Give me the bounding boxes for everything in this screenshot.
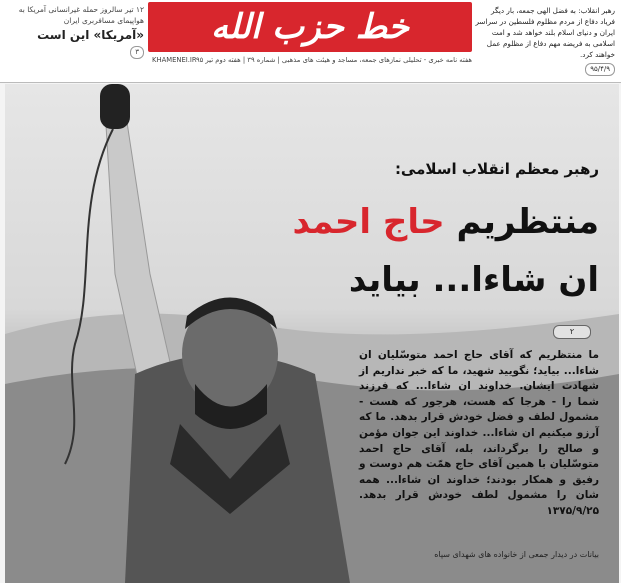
newspaper-logo: خط حزب الله [210, 7, 410, 47]
logo-box [148, 2, 472, 52]
article-page-ref: ۲ [553, 325, 591, 339]
right-news-text: رهبر انقلاب: به فضل الهی جمعه، بار دیگر فریاد دفاع از مردم مظلوم فلسطین در سراسر ایران و دنیای اسلام بلند خواهد شد و امت اسلامی به فریضه مهم دفاع از مظلوم عمل خواهند کرد. [475, 6, 615, 59]
left-headline: «آمریکا» این است [37, 28, 144, 42]
article-body: ما منتظریم که آقای حاج احمد متوسّلیان ان شاءا... بیاید؛ نگویید شهید، ما که خبر نداریم از شهادت ایشان. خداوند ان شاءا... که فرزند شما را - هرجا که هست، هرجور که هست - مشمول لطف و فضل خودش قرار بدهد. ما که آرزو میکنیم ان شاءا... خداوند این جوان مؤمن و صالح را برگرداند، بله، آقای حاج احمد متوسّلیان با همین آقای حاج همّت هم دوست و رفیق و همکار بودند؛ خداوند ان شاءا... همه شان را مشمول لطف خودش قرار بدهد. ۱۳۷۵/۹/۲۵ [359, 349, 599, 517]
masthead [0, 0, 621, 83]
left-kicker: ۱۲ تیر سالروز حمله غیرانسانی آمریکا به هواپیمای مسافربری ایران [18, 5, 144, 25]
right-news-page: ۹۵/۴/۹ [585, 63, 615, 76]
masthead-left-column [6, 4, 144, 59]
headline-part2: حاج احمد [292, 202, 445, 242]
masthead-right-column [475, 5, 615, 76]
article-source: بیانات در دیدار جمعی از خانواده های شهدای سپاه [434, 550, 599, 559]
article-kicker: رهبر معظم انقلاب اسلامی: [394, 160, 599, 178]
left-page-ref: ۳ [130, 46, 144, 59]
site-name: KHAMENEI.IR [152, 56, 197, 64]
masthead-tagline: هفته نامه خبری - تحلیلی نمازهای جمعه، مساجد و هیئت های مذهبی | شماره ۳۹ | هفته دوم تیر ۹۵ [195, 56, 472, 64]
article-headline-line2: ان شاءا... بیاید [348, 260, 599, 300]
article-headline-line1 [269, 200, 599, 244]
headline-part1: منتظریم [456, 202, 599, 242]
